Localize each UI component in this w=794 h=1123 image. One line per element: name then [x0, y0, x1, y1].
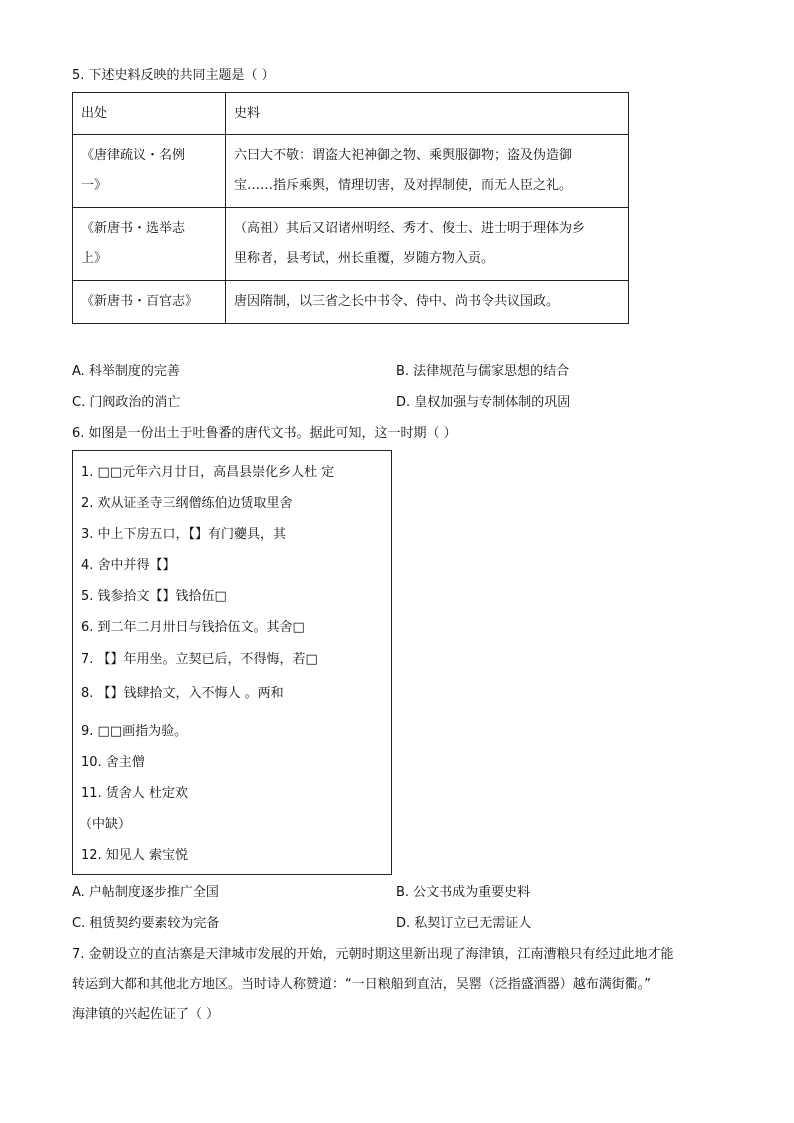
cell-line: 六曰大不敬：谓盗大祀神御之物、乘舆服御物；盗及伪造御: [234, 148, 573, 163]
q6-option-d[interactable]: D. 私契订立已无需证人: [396, 916, 532, 931]
doc-line: 9. □□画指为验。: [81, 724, 188, 739]
table-cell-text: [226, 281, 629, 324]
table-header-text: 史料: [226, 93, 629, 135]
q6-option-c[interactable]: C. 租赁契约要素较为完备: [72, 916, 220, 931]
doc-line: 11. 赁舍人 杜定欢: [81, 786, 188, 801]
q7-line: 海津镇的兴起佐证了（ ）: [72, 1007, 220, 1022]
cell-line: 上》: [81, 251, 108, 266]
doc-line: 7. 【】年用坐。立契已后，不得悔，若□: [81, 652, 318, 667]
table-cell-source: [73, 208, 226, 281]
table-row: [73, 208, 629, 281]
q5-option-c[interactable]: C. 门阀政治的消亡: [72, 395, 181, 410]
doc-line: 2. 欢从证圣寺三纲僧练伯边赁取里舍: [81, 496, 293, 511]
question-7-stem: [72, 940, 724, 1030]
table-cell-source: [73, 135, 226, 208]
table-header-source: 出处: [73, 93, 226, 135]
question-6-stem: 6. 如图是一份出土于吐鲁番的唐代文书。据此可知，这一时期（ ）: [72, 426, 457, 441]
table-header-row: [73, 93, 629, 135]
q5-option-b[interactable]: B. 法律规范与儒家思想的结合: [396, 364, 570, 379]
table-cell-text: [226, 135, 629, 208]
doc-line: 4. 舍中并得【】: [81, 558, 176, 573]
question-5-stem: 5. 下述史料反映的共同主题是（ ）: [72, 68, 275, 83]
q5-option-d[interactable]: D. 皇权加强与专制体制的巩固: [396, 395, 571, 410]
table-cell-text: [226, 208, 629, 281]
source-table: [72, 92, 629, 324]
doc-line: 1. □□元年六月廿日，高昌县崇化乡人杜 定: [81, 465, 335, 480]
doc-line: 3. 中上下房五口，【】有门蘷具，其: [81, 527, 287, 542]
cell-line: 《新唐书・百官志》: [81, 294, 199, 309]
table-row: [73, 281, 629, 324]
cell-line: 宝……指斥乘舆，情理切害，及对捍制使，而无人臣之礼。: [234, 178, 573, 193]
cell-line: 一》: [81, 178, 108, 193]
doc-line: 5. 钱参拾文【】钱拾伍□: [81, 589, 227, 604]
doc-line: 10. 舍主僧: [81, 755, 145, 770]
table-row: [73, 135, 629, 208]
cell-line: 里称者，县考试，州长重覆，岁随方物入贡。: [234, 251, 495, 266]
doc-line: 8. 【】钱肆拾文，入不悔人 。两和: [81, 686, 284, 701]
q5-option-a[interactable]: A. 科举制度的完善: [72, 364, 180, 379]
q6-option-b[interactable]: B. 公文书成为重要史料: [396, 885, 531, 900]
q6-option-a[interactable]: A. 户帖制度逐步推广全国: [72, 885, 219, 900]
cell-line: （高祖）其后又诏诸州明经、秀才、俊士、进士明于理体为乡: [234, 221, 586, 236]
doc-line-omission: （中缺）: [79, 817, 132, 832]
cell-line: 唐因隋制，以三省之长中书令、侍中、尚书令共议国政。: [234, 294, 560, 309]
cell-line: 《新唐书・选举志: [81, 221, 186, 236]
cell-line: 《唐律疏议・名例: [81, 148, 186, 163]
turfan-document-box: [72, 450, 392, 875]
q7-line: 7. 金朝设立的直沽寨是天津城市发展的开始，元朝时期这里新出现了海津镇，江南漕粮只有经过此地才能: [72, 947, 674, 962]
doc-line: 6. 到二年二月卅日与钱拾伍文。其舍□: [81, 620, 305, 635]
table-cell-source: [73, 281, 226, 324]
doc-line: 12. 知见人 索宝悦: [81, 848, 188, 863]
q7-line: 转运到大都和其他北方地区。当时诗人称赞道：“一日粮船到直沽，吴罂（泛指盛酒器）越布满街衢。”: [72, 977, 651, 992]
